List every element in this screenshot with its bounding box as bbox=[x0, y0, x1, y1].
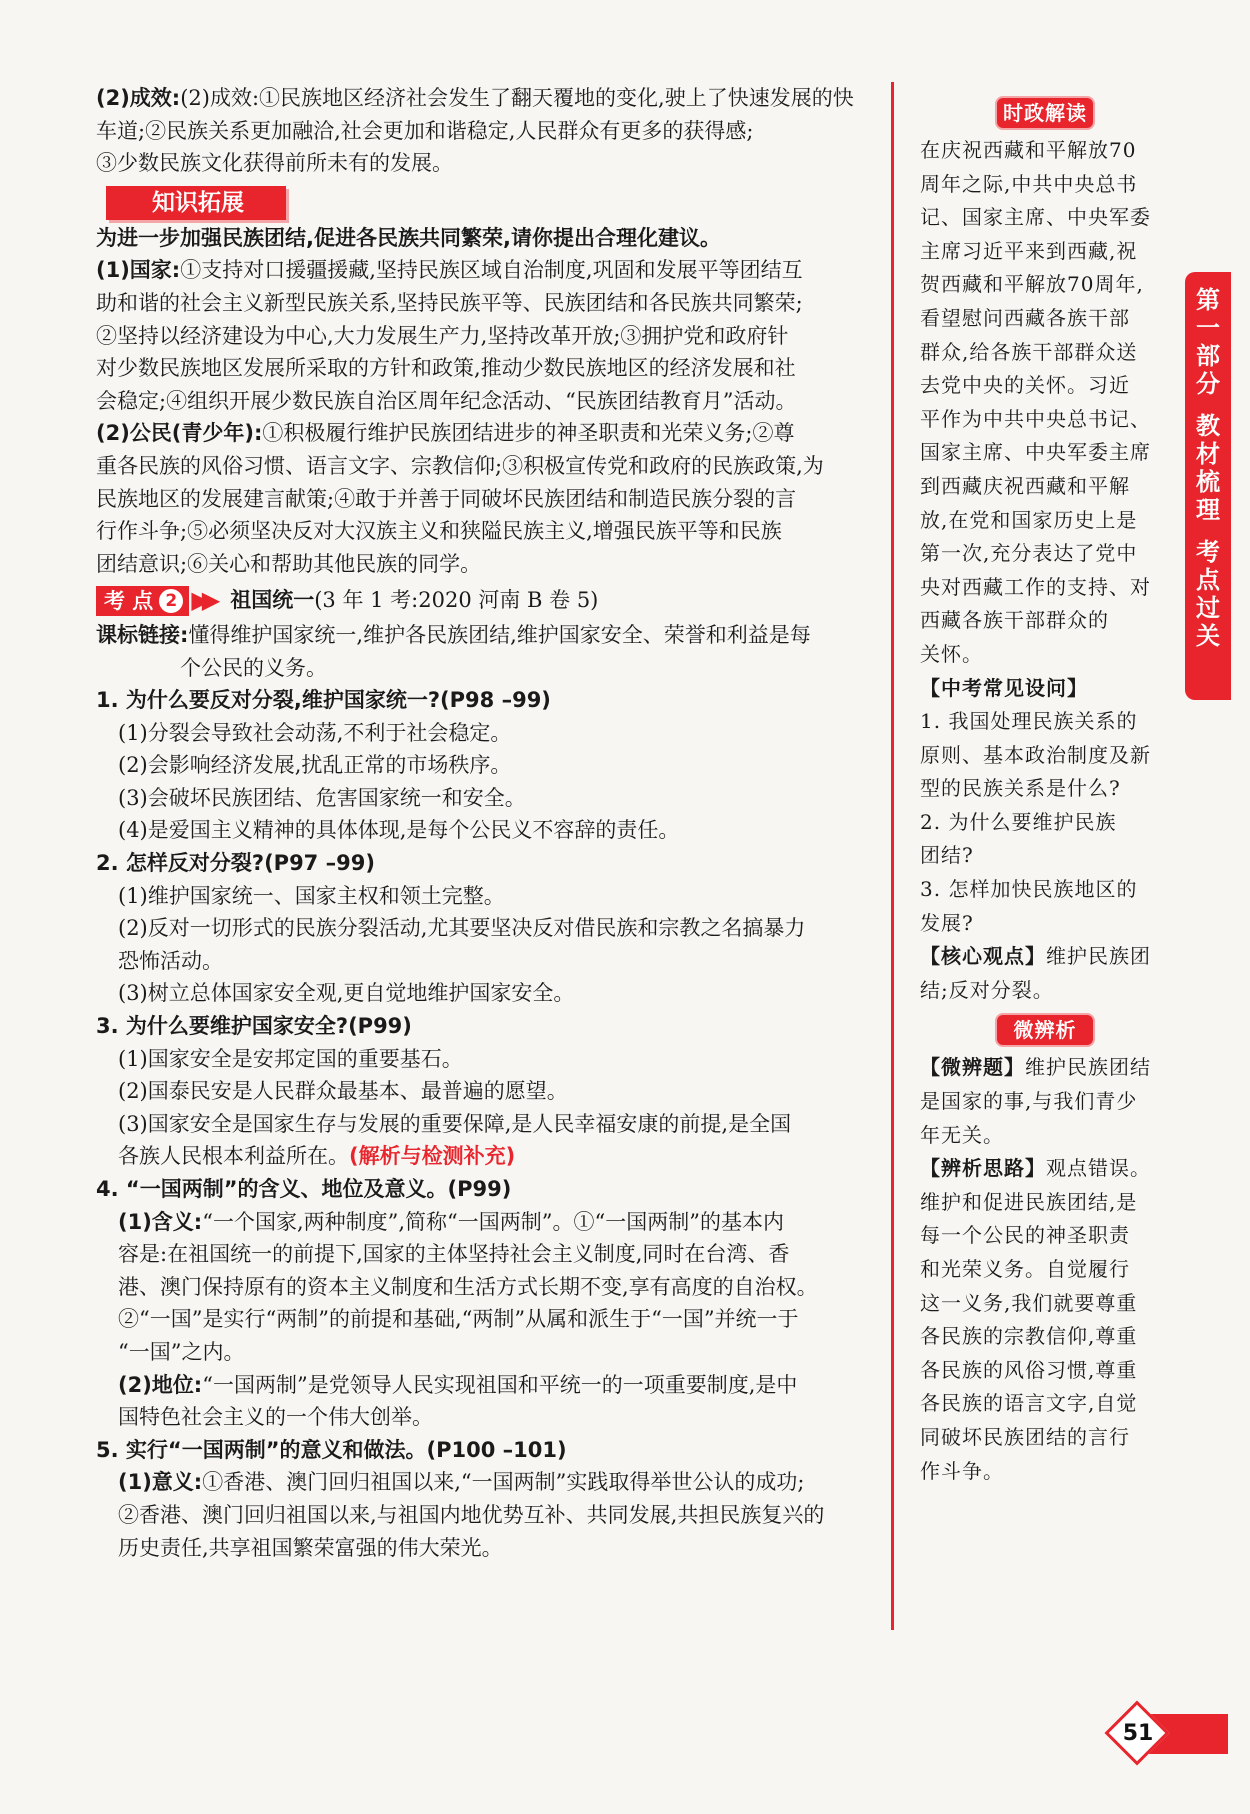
chengxiao-line-2: 车道;②民族关系更加融洽,社会更加和谐稳定,人民群众有更多的获得感; bbox=[96, 118, 754, 143]
kaodian-title: 祖国统一 bbox=[230, 588, 315, 613]
section-side-tab bbox=[1185, 272, 1231, 700]
shizheng-line: 到西藏庆祝西藏和平解 bbox=[920, 473, 1130, 498]
zhongkao-line: 3. 怎样加快民族地区的 bbox=[920, 877, 1138, 902]
q4-hanyi-line-3: 港、澳门保持原有的资本主义制度和生活方式长期不变,享有高度的自治权。 bbox=[118, 1274, 818, 1299]
q2-item-2: (2)反对一切形式的民族分裂活动,尤其要坚决反对借民族和宗教之名搞暴力 bbox=[118, 916, 806, 941]
bianxi-line: 各民族的语言文字,自觉 bbox=[920, 1391, 1138, 1416]
hexin-line-2: 结;反对分裂。 bbox=[920, 977, 1054, 1002]
q5-yiyi-line-2: ②香港、澳门回归祖国以来,与祖国内地优势互补、共同发展,共担民族复兴的 bbox=[118, 1502, 825, 1527]
shizheng-line: 平作为中共中央总书记、 bbox=[920, 406, 1151, 431]
q1-item-3: (3)会破坏民族团结、危害国家统一和安全。 bbox=[118, 785, 526, 810]
zhongkao-line: 2. 为什么要维护民族 bbox=[920, 809, 1117, 834]
tab-char: 教 bbox=[1196, 412, 1220, 440]
kaodian-note: (3 年 1 考:2020 河南 B 卷 5) bbox=[314, 588, 599, 613]
tab-gap bbox=[1185, 524, 1231, 538]
q5-yiyi-line-1: (1)意义:①香港、澳门回归祖国以来,“一国两制”实践取得举世公认的成功; bbox=[118, 1470, 805, 1495]
bianxi-line: 维护和促进民族团结,是 bbox=[920, 1189, 1138, 1214]
question-1: 1. 为什么要反对分裂,维护国家统一?(P98 –99) bbox=[96, 688, 551, 713]
weibianti-line-1: 【微辨题】维护民族团结 bbox=[920, 1055, 1151, 1080]
shizheng-line: 主席习近平来到西藏,祝 bbox=[920, 238, 1138, 263]
page-number-badge bbox=[1108, 1708, 1228, 1760]
shizheng-paragraph bbox=[920, 134, 1170, 672]
chengxiao-line-1: (2)成效:(2)成效:①民族地区经济社会发生了翻天覆地的变化,驶上了快速发展的快 bbox=[96, 86, 854, 110]
pill-shizheng: 时政解读 bbox=[995, 96, 1095, 130]
gongmin-line-3: 民族地区的发展建言献策;④敢于并善于同破坏民族团结和制造民族分裂的言 bbox=[96, 486, 797, 511]
bianxi-line: 每一个公民的神圣职责 bbox=[920, 1223, 1130, 1248]
shizheng-line: 群众,给各族干部群众送 bbox=[920, 339, 1138, 364]
extension-question: 为进一步加强民族团结,促进各民族共同繁荣,请你提出合理化建议。 bbox=[96, 225, 721, 250]
kebiao-line-2: 个公民的义务。 bbox=[180, 655, 327, 680]
zhongkao-line: 团结? bbox=[920, 843, 974, 868]
tab-char: 梳 bbox=[1196, 468, 1220, 496]
shizheng-line: 在庆祝西藏和平解放70 bbox=[920, 138, 1137, 162]
weibianti-line: 是国家的事,与我们青少 bbox=[920, 1089, 1138, 1114]
gongmin-line-1: (2)公民(青少年):①积极履行维护民族团结进步的神圣职责和光荣义务;②尊 bbox=[96, 421, 795, 446]
q1-item-1: (1)分裂会导致社会动荡,不利于社会稳定。 bbox=[118, 720, 512, 745]
tab-gap bbox=[1185, 398, 1231, 412]
page-number: 51 bbox=[1122, 1721, 1154, 1746]
shizheng-line: 国家主席、中央军委主席 bbox=[920, 440, 1151, 465]
zhongkao-line: 1. 我国处理民族关系的 bbox=[920, 709, 1138, 734]
question-5: 5. 实行“一国两制”的意义和做法。(P100 –101) bbox=[96, 1437, 567, 1462]
q4-hanyi-line-4: ②“一国”是实行“两制”的前提和基础,“两制”从属和派生于“一国”并统一于 bbox=[118, 1307, 799, 1332]
shizheng-line: 第一次,充分表达了党中 bbox=[920, 541, 1138, 566]
q5-yiyi-line-3: 历史责任,共享祖国繁荣富强的伟大荣光。 bbox=[118, 1535, 503, 1560]
question-3: 3. 为什么要维护国家安全?(P99) bbox=[96, 1014, 412, 1039]
bianxi-line: 同破坏民族团结的言行 bbox=[920, 1424, 1130, 1449]
guojia-line-4: 对少数民族地区发展所采取的方针和政策,推动少数民族地区的经济发展和社 bbox=[96, 356, 796, 381]
bianxi-line: 各民族的风俗习惯,尊重 bbox=[920, 1357, 1138, 1382]
zhongkao-line: 型的民族关系是什么? bbox=[920, 776, 1121, 801]
tab-char: 理 bbox=[1196, 496, 1220, 524]
gongmin-line-5: 团结意识;⑥关心和帮助其他民族的同学。 bbox=[96, 551, 482, 576]
tab-char: 部 bbox=[1196, 342, 1220, 370]
q4-diwei-line-2: 国特色社会主义的一个伟大创举。 bbox=[118, 1405, 433, 1430]
shizheng-line: 贺西藏和平解放70周年, bbox=[920, 272, 1144, 297]
double-arrow-icon: ▶▶ bbox=[191, 586, 213, 615]
tab-char: 点 bbox=[1196, 566, 1220, 594]
shizheng-line: 周年之际,中共中央总书 bbox=[920, 171, 1138, 196]
bianxi-line-1: 【辨析思路】观点错误。 bbox=[920, 1156, 1151, 1181]
tab-char: 考 bbox=[1196, 538, 1220, 566]
tab-char: 分 bbox=[1196, 370, 1220, 398]
main-column bbox=[96, 82, 880, 1564]
bianxi-line: 各民族的宗教信仰,尊重 bbox=[920, 1324, 1138, 1349]
tab-char: 过 bbox=[1196, 594, 1220, 622]
bianxi-line: 和光荣义务。自觉履行 bbox=[920, 1257, 1130, 1281]
tab-char: 一 bbox=[1196, 314, 1220, 342]
q4-diwei-line-1: (2)地位:“一国两制”是党领导人民实现祖国和平统一的一项重要制度,是中 bbox=[118, 1372, 798, 1397]
guojia-line-5: 会稳定;④组织开展少数民族自治区周年纪念活动、“民族团结教育月”活动。 bbox=[96, 388, 797, 413]
supplement-note: (解析与检测补充) bbox=[349, 1144, 516, 1169]
q2-item-2-cont: 恐怖活动。 bbox=[118, 948, 223, 973]
q4-hanyi-line-5: “一国”之内。 bbox=[118, 1339, 245, 1364]
q1-item-4: (4)是爱国主义精神的具体体现,是每个公民义不容辞的责任。 bbox=[118, 818, 680, 843]
weibianti-line: 年无关。 bbox=[920, 1122, 1004, 1147]
kaodian-header bbox=[96, 584, 880, 617]
q3-item-3-cont: 各族人民根本利益所在。(解析与检测补充) bbox=[118, 1144, 516, 1169]
shizheng-line: 看望慰问西藏各族干部 bbox=[920, 305, 1130, 330]
guojia-line-3: ②坚持以经济建设为中心,大力发展生产力,坚持改革开放;③拥护党和政府针 bbox=[96, 323, 789, 348]
guojia-line-1: (1)国家:①支持对口援疆援藏,坚持民族区域自治制度,巩固和发展平等团结互 bbox=[96, 258, 803, 283]
chengxiao-line-3: ③少数民族文化获得前所未有的发展。 bbox=[96, 151, 453, 176]
shizheng-line: 放,在党和国家历史上是 bbox=[920, 507, 1138, 532]
hexin-line-1: 【核心观点】维护民族团 bbox=[920, 944, 1151, 969]
bianxi-line: 这一义务,我们就要尊重 bbox=[920, 1290, 1138, 1315]
question-2: 2. 怎样反对分裂?(P97 –99) bbox=[96, 851, 375, 876]
kebiao-line-1: 课标链接:懂得维护国家统一,维护各民族团结,维护国家安全、荣誉和利益是每 bbox=[96, 622, 811, 647]
kaodian-tag: 考 点 2 bbox=[96, 586, 189, 616]
gongmin-line-2: 重各民族的风俗习惯、语言文字、宗教信仰;③积极宣传党和政府的民族政策,为 bbox=[96, 453, 824, 478]
zhongkao-line: 发展? bbox=[920, 910, 974, 935]
side-column bbox=[920, 96, 1170, 1488]
tab-char: 材 bbox=[1196, 440, 1220, 468]
kaodian-number: 2 bbox=[159, 589, 183, 613]
q3-item-2: (2)国泰民安是人民群众最基本、最普遍的愿望。 bbox=[118, 1079, 568, 1104]
guojia-line-2: 助和谐的社会主义新型民族关系,坚持民族平等、民族团结和各民族共同繁荣; bbox=[96, 290, 803, 315]
shizheng-line: 西藏各族干部群众的 bbox=[920, 608, 1109, 633]
q1-item-2: (2)会影响经济发展,扰乱正常的市场秩序。 bbox=[118, 753, 512, 778]
section-banner-zhishi: 知识拓展 bbox=[106, 186, 286, 220]
q4-hanyi-line-2: 容是:在祖国统一的前提下,国家的主体坚持社会主义制度,同时在台湾、香 bbox=[118, 1242, 790, 1267]
shizheng-line: 去党中央的关怀。习近 bbox=[920, 373, 1130, 398]
zhongkao-label: 【中考常见设问】 bbox=[920, 675, 1088, 700]
column-divider bbox=[891, 82, 894, 1630]
q4-hanyi-line-1: (1)含义:“一个国家,两种制度”,简称“一国两制”。①“一国两制”的基本内 bbox=[118, 1209, 784, 1234]
shizheng-line: 关怀。 bbox=[920, 641, 983, 666]
q3-item-3: (3)国家安全是国家生存与发展的重要保障,是人民幸福安康的前提,是全国 bbox=[118, 1111, 792, 1136]
gongmin-line-4: 行作斗争;⑤必须坚决反对大汉族主义和狭隘民族主义,增强民族平等和民族 bbox=[96, 519, 782, 544]
shizheng-line: 记、国家主席、中央军委 bbox=[920, 205, 1151, 230]
tab-char: 第 bbox=[1196, 286, 1220, 314]
zhongkao-line: 原则、基本政治制度及新 bbox=[920, 742, 1151, 767]
q2-item-3: (3)树立总体国家安全观,更自觉地维护国家安全。 bbox=[118, 981, 575, 1006]
question-4: 4. “一国两制”的含义、地位及意义。(P99) bbox=[96, 1177, 512, 1201]
q2-item-1: (1)维护国家统一、国家主权和领土完整。 bbox=[118, 883, 505, 908]
tab-char: 关 bbox=[1196, 622, 1220, 650]
pill-weibianxi: 微辨析 bbox=[995, 1013, 1095, 1047]
shizheng-line: 央对西藏工作的支持、对 bbox=[920, 574, 1151, 599]
q3-item-1: (1)国家安全是安邦定国的重要基石。 bbox=[118, 1046, 463, 1071]
bianxi-line: 作斗争。 bbox=[920, 1458, 1004, 1483]
